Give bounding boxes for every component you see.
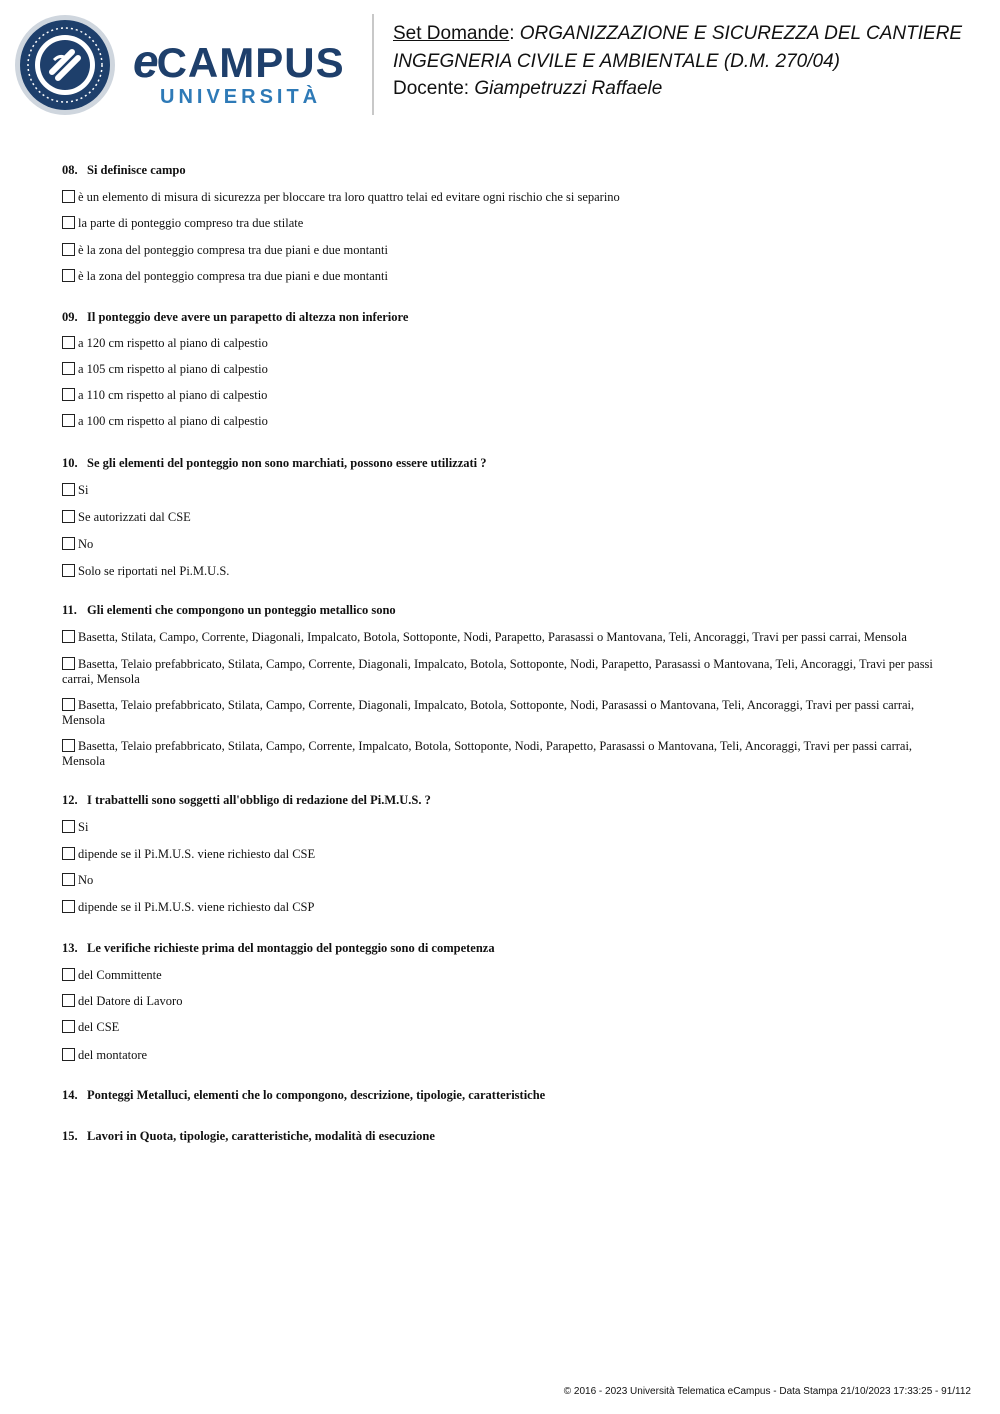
answer-checkbox[interactable] [62, 362, 75, 375]
question-text: I trabattelli sono soggetti all'obbligo di redazione del Pi.M.U.S. ? [87, 793, 431, 807]
answer-checkbox[interactable] [62, 510, 75, 523]
answer-text: del CSE [78, 1020, 120, 1034]
answer-option[interactable] [62, 847, 940, 862]
question-title [62, 941, 940, 956]
answer-option[interactable] [62, 336, 940, 351]
question-12 [62, 793, 940, 914]
question-number: 12. [62, 793, 78, 807]
answer-text: è la zona del ponteggio compresa tra due piani e due montanti [78, 243, 388, 257]
question-text: Lavori in Quota, tipologie, caratteristiche, modalità di esecuzione [87, 1129, 435, 1143]
answer-option[interactable] [62, 362, 940, 377]
answer-option[interactable] [62, 216, 940, 231]
answer-text: del Datore di Lavoro [78, 994, 183, 1008]
answer-option[interactable] [62, 190, 940, 205]
answer-text: Si [78, 820, 89, 834]
answer-checkbox[interactable] [62, 1020, 75, 1033]
header-divider [372, 14, 374, 115]
answer-text: No [78, 537, 94, 551]
answer-text: Si [78, 483, 89, 497]
docente-label: Docente: [393, 78, 470, 99]
answer-option[interactable] [62, 510, 940, 525]
answer-text: Basetta, Telaio prefabbricato, Stilata, Campo, Corrente, Impalcato, Botola, Sottoponte, Nodi, Parapetto, Parasassi o Mantovana, Teli, Ancoraggi, Travi per passi carrai, Mensola [62, 739, 913, 768]
answer-text: dipende se il Pi.M.U.S. viene richiesto dal CSP [78, 900, 315, 914]
answer-option[interactable] [62, 873, 940, 888]
answer-option[interactable] [62, 1048, 940, 1063]
question-08 [62, 163, 940, 283]
question-number: 10. [62, 456, 78, 470]
answer-text: la parte di ponteggio compreso tra due stilate [78, 216, 304, 230]
answer-option[interactable] [62, 900, 940, 915]
answer-text: del Committente [78, 968, 162, 982]
question-number: 09. [62, 310, 78, 324]
answer-checkbox[interactable] [62, 873, 75, 886]
question-09 [62, 310, 940, 428]
answer-checkbox[interactable] [62, 564, 75, 577]
question-title [62, 603, 940, 618]
page-footer: © 2016 - 2023 Università Telematica eCampus - Data Stampa 21/10/2023 17:33:25 - 91/112 [563, 1386, 971, 1397]
docente-line [393, 75, 983, 103]
question-title [62, 1129, 940, 1144]
answer-checkbox[interactable] [62, 336, 75, 349]
header-info [393, 20, 983, 103]
question-title [62, 310, 940, 325]
question-title [62, 163, 940, 178]
answer-option[interactable] [62, 657, 940, 687]
answer-checkbox[interactable] [62, 630, 75, 643]
question-number: 15. [62, 1129, 78, 1143]
answer-option[interactable] [62, 630, 940, 645]
answer-option[interactable] [62, 564, 940, 579]
answer-option[interactable] [62, 483, 940, 498]
university-subtitle: UNIVERSITÀ [160, 86, 322, 108]
answer-checkbox[interactable] [62, 414, 75, 427]
question-text: Il ponteggio deve avere un parapetto di altezza non inferiore [87, 310, 409, 324]
answer-option[interactable] [62, 698, 940, 728]
page-header [0, 0, 1000, 125]
answer-checkbox[interactable] [62, 900, 75, 913]
answer-text: a 110 cm rispetto al piano di calpestio [78, 388, 268, 402]
question-15 [62, 1129, 940, 1144]
answer-option[interactable] [62, 820, 940, 835]
set-label: Set Domande [393, 23, 510, 44]
answer-text: è un elemento di misura di sicurezza per bloccare tra loro quattro telai ed evitare ogni rischio che si separino [78, 190, 620, 204]
answer-option[interactable] [62, 388, 940, 403]
answer-checkbox[interactable] [62, 190, 75, 203]
ecampus-wordmark: eCAMPUS [133, 35, 345, 87]
answer-text: a 105 cm rispetto al piano di calpestio [78, 362, 268, 376]
question-14 [62, 1088, 940, 1103]
question-text: Gli elementi che compongono un ponteggio metallico sono [87, 603, 396, 617]
ecampus-seal-icon [14, 14, 116, 116]
course-title-2: INGEGNERIA CIVILE E AMBIENTALE (D.M. 270/04) [393, 50, 840, 72]
answer-text: Basetta, Telaio prefabbricato, Stilata, Campo, Corrente, Diagonali, Impalcato, Botola, Sottoponte, Nodi, Parapetto, Parasassi o Mantovana, Teli, Ancoraggi, Travi per passi carrai, Mensola [62, 657, 933, 686]
question-title [62, 793, 940, 808]
answer-checkbox[interactable] [62, 216, 75, 229]
question-text: Le verifiche richieste prima del montaggio del ponteggio sono di competenza [87, 941, 495, 955]
answer-checkbox[interactable] [62, 994, 75, 1007]
answer-text: dipende se il Pi.M.U.S. viene richiesto dal CSE [78, 847, 316, 861]
set-separator: : [509, 23, 515, 44]
answer-checkbox[interactable] [62, 820, 75, 833]
answer-text: Solo se riportati nel Pi.M.U.S. [78, 564, 230, 578]
question-text: Ponteggi Metalluci, elementi che lo compongono, descrizione, tipologie, caratteristiche [87, 1088, 546, 1102]
answer-checkbox[interactable] [62, 537, 75, 550]
answer-option[interactable] [62, 269, 940, 284]
answer-checkbox[interactable] [62, 698, 75, 711]
answer-option[interactable] [62, 739, 940, 769]
answer-text: Se autorizzati dal CSE [78, 510, 191, 524]
answer-option[interactable] [62, 968, 940, 983]
answer-option[interactable] [62, 414, 940, 429]
question-number: 13. [62, 941, 78, 955]
question-title [62, 1088, 940, 1103]
question-10 [62, 456, 940, 578]
answer-text: a 100 cm rispetto al piano di calpestio [78, 414, 268, 428]
answer-checkbox[interactable] [62, 483, 75, 496]
question-11 [62, 603, 940, 768]
question-number: 08. [62, 163, 78, 177]
question-13 [62, 941, 940, 1062]
answer-text: Basetta, Stilata, Campo, Corrente, Diagonali, Impalcato, Botola, Sottoponte, Nodi, Parapetto, Parasassi o Mantovana, Teli, Ancoraggi, Travi per passi carrai, Mensola [78, 630, 907, 644]
answer-text: No [78, 873, 94, 887]
answer-checkbox[interactable] [62, 388, 75, 401]
question-title [62, 456, 940, 471]
answer-text: è la zona del ponteggio compresa tra due piani e due montanti [78, 269, 388, 283]
answer-checkbox[interactable] [62, 739, 75, 752]
answer-option[interactable] [62, 1020, 940, 1035]
answer-checkbox[interactable] [62, 847, 75, 860]
answer-checkbox[interactable] [62, 968, 75, 981]
course-title-1: ORGANIZZAZIONE E SICUREZZA DEL CANTIERE [519, 23, 963, 44]
answer-text: Basetta, Telaio prefabbricato, Stilata, Campo, Corrente, Diagonali, Impalcato, Botola, Sottoponte, Nodi, Parasassi o Mantovana, Teli, Ancoraggi, Travi per passi carrai, Mensola [62, 698, 915, 727]
answer-checkbox[interactable] [62, 243, 75, 256]
docente-name: Giampetruzzi Raffaele [474, 78, 663, 99]
answer-text: del montatore [78, 1048, 148, 1062]
question-number: 11. [62, 603, 77, 617]
course-line [393, 48, 983, 76]
answer-checkbox[interactable] [62, 269, 75, 282]
answer-option[interactable] [62, 243, 940, 258]
answer-option[interactable] [62, 537, 940, 552]
question-text: Si definisce campo [87, 163, 186, 177]
set-line [393, 20, 983, 48]
answer-option[interactable] [62, 994, 940, 1009]
question-text: Se gli elementi del ponteggio non sono marchiati, possono essere utilizzati ? [87, 456, 487, 470]
answer-text: a 120 cm rispetto al piano di calpestio [78, 336, 268, 350]
question-number: 14. [62, 1088, 78, 1102]
answer-checkbox[interactable] [62, 657, 75, 670]
answer-checkbox[interactable] [62, 1048, 75, 1061]
